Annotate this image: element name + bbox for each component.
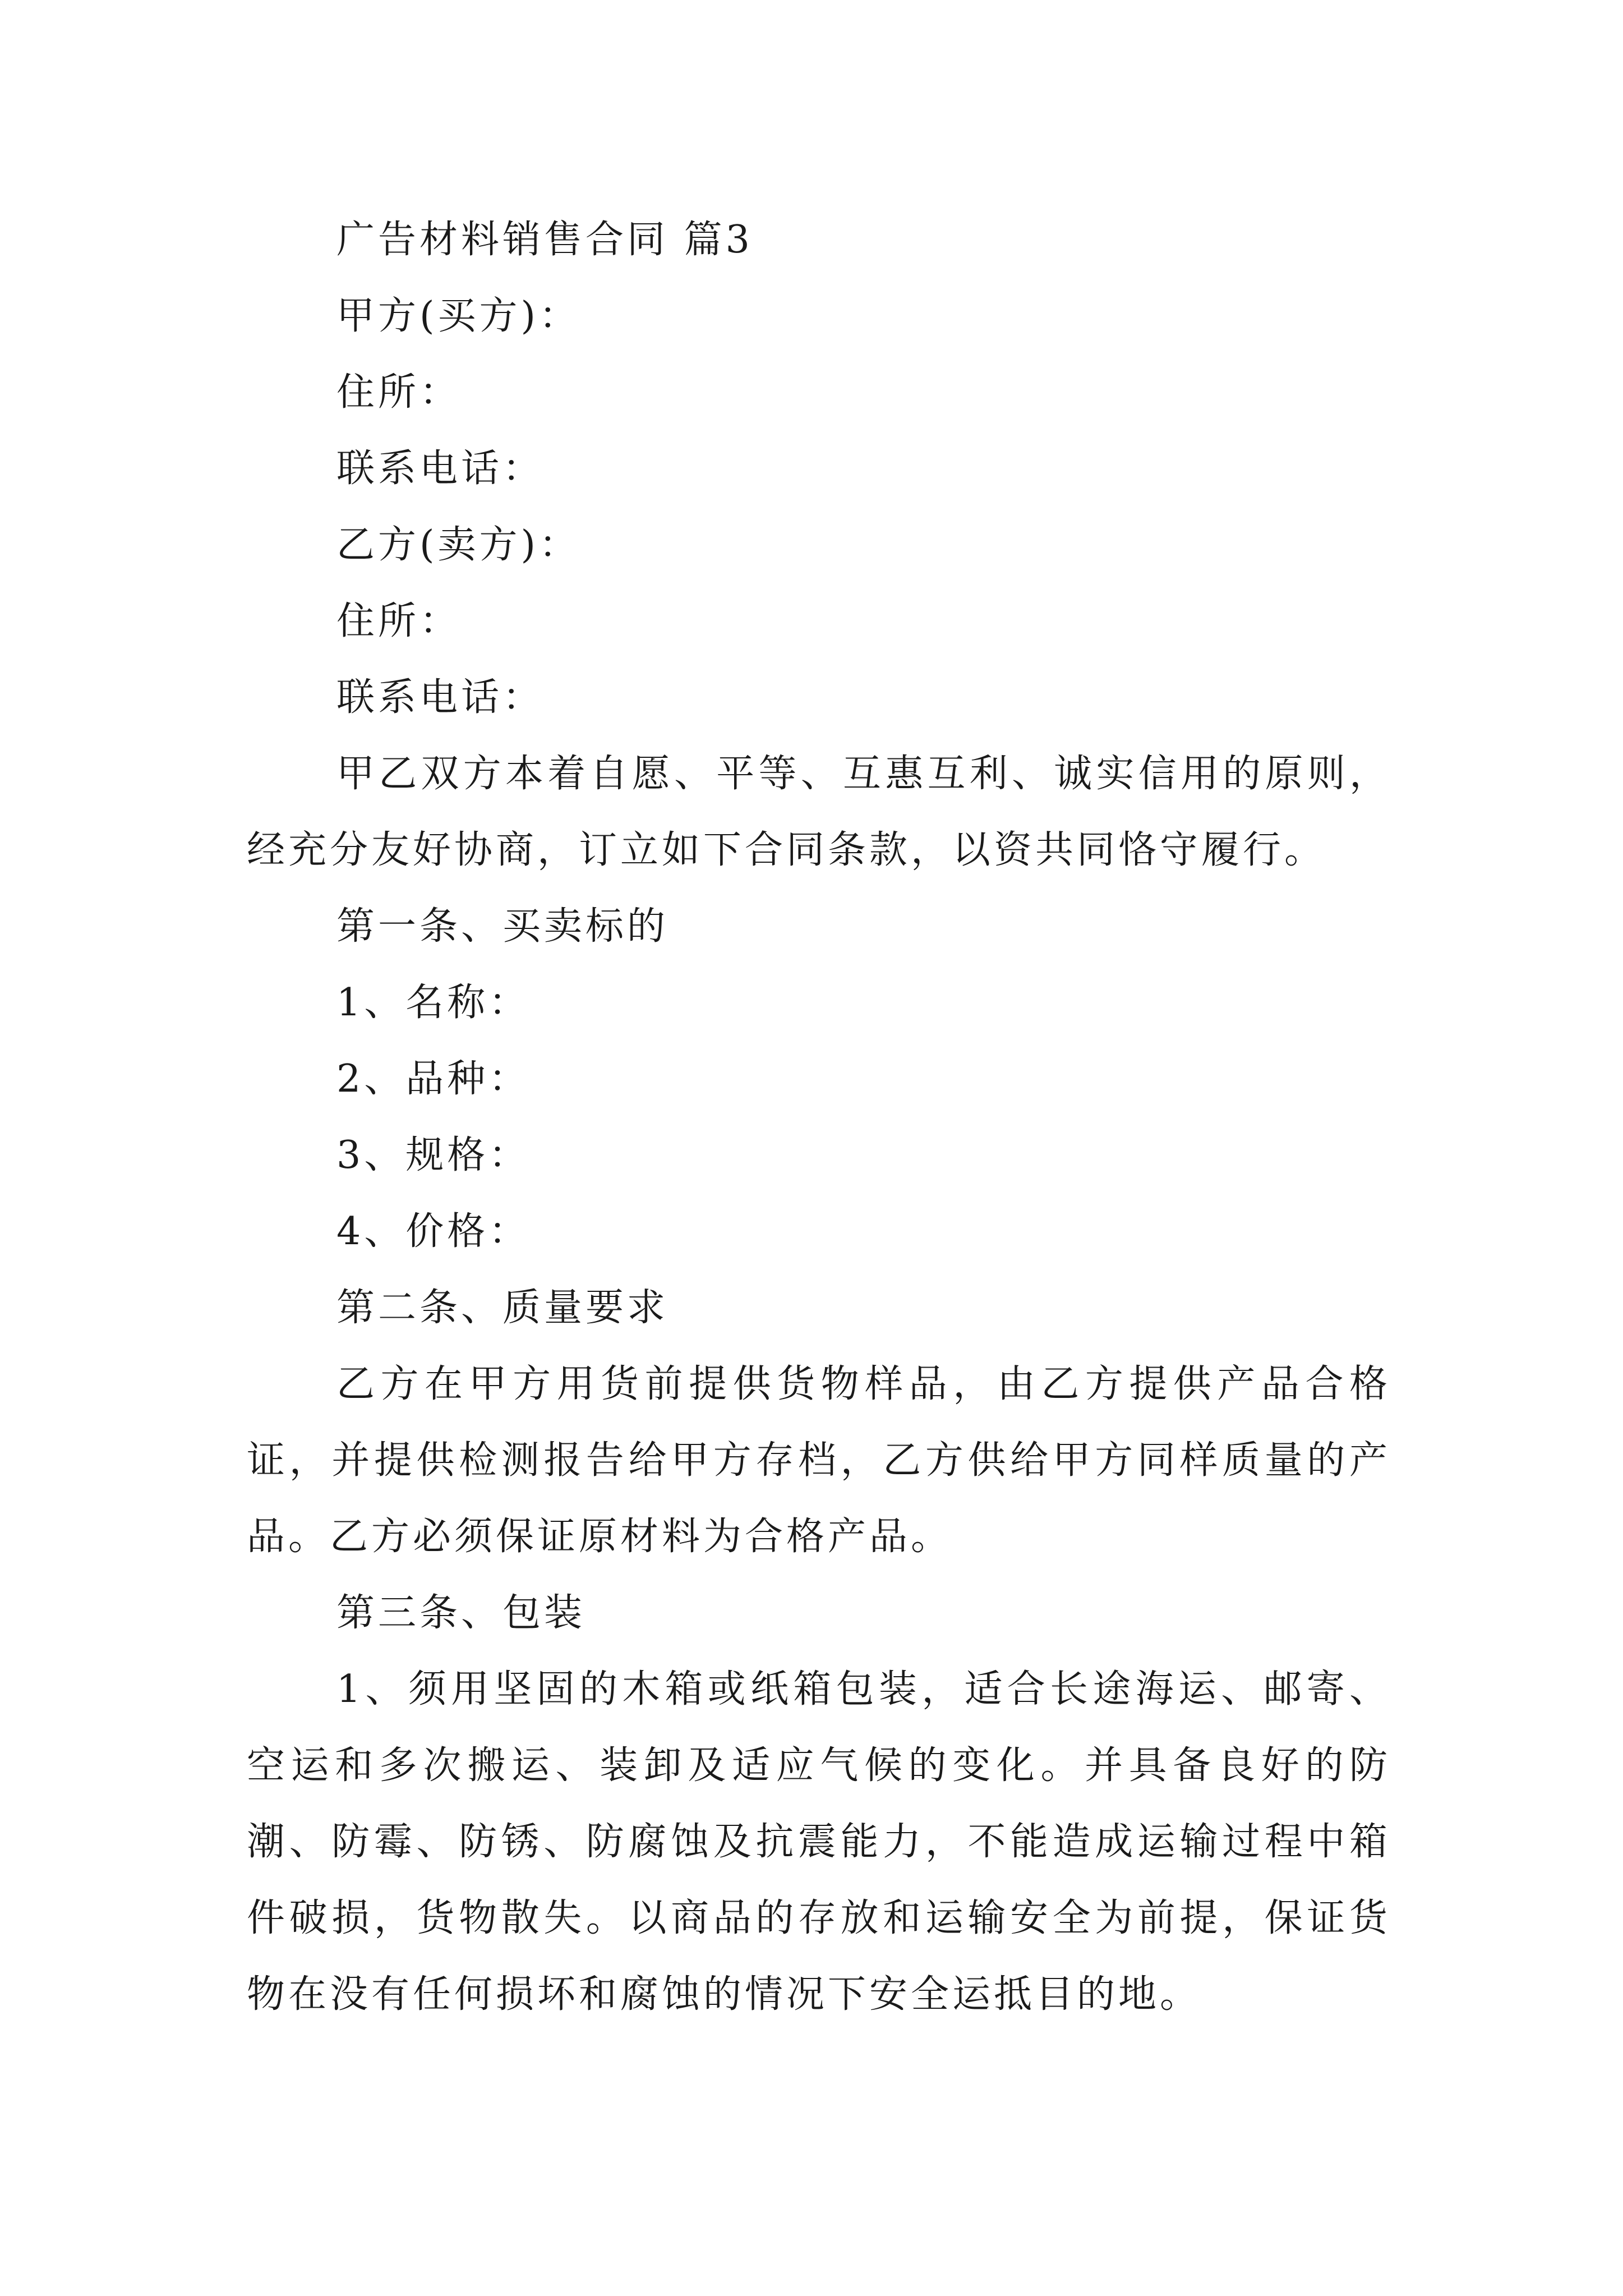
article-3-paragraph: 1、须用坚固的木箱或纸箱包装，适合长途海运、邮寄、空运和多次搬运、装卸及适应气候的变化。并具备良好的防潮、防霉、防锈、防腐蚀及抗震能力，不能造成运输过程中箱件破损，货物散失。以商品的存放和运输安全为前提，保证货物在没有任何损坏和腐蚀的情况下安全运抵目的地。 [247, 1667, 1391, 2017]
preamble-paragraph: 甲乙双方本着自愿、平等、互惠互利、诚实信用的原则，经充分友好协商，订立如下合同条款，以资共同恪守履行。 [247, 752, 1391, 872]
article-1-item-name: 1、名称： [336, 981, 531, 1025]
buyer-address-label: 住所： [336, 370, 462, 415]
document-title: 广告材料销售合同 篇3 [336, 218, 753, 262]
article-2-paragraph: 乙方在甲方用货前提供货物样品，由乙方提供产品合格证，并提供检测报告给甲方存档，乙方供给甲方同样质量的产品。乙方必须保证原材料为合格产品。 [247, 1362, 1391, 1559]
article-1-item-spec: 3、规格： [336, 1133, 531, 1177]
document-body [247, 202, 1391, 2033]
article-1-item-price: 4、价格： [336, 1209, 531, 1254]
article-1-heading: 第一条、买卖标的 [336, 904, 669, 949]
article-2-heading: 第二条、质量要求 [336, 1286, 669, 1330]
article-3-heading: 第三条、包装 [336, 1591, 586, 1635]
seller-phone-label: 联系电话： [336, 675, 545, 720]
seller-address-label: 住所： [336, 599, 462, 643]
seller-label: 乙方(卖方)： [336, 523, 581, 567]
article-1-item-variety: 2、品种： [336, 1057, 531, 1101]
buyer-phone-label: 联系电话： [336, 447, 545, 491]
buyer-label: 甲方(买方)： [336, 294, 581, 338]
